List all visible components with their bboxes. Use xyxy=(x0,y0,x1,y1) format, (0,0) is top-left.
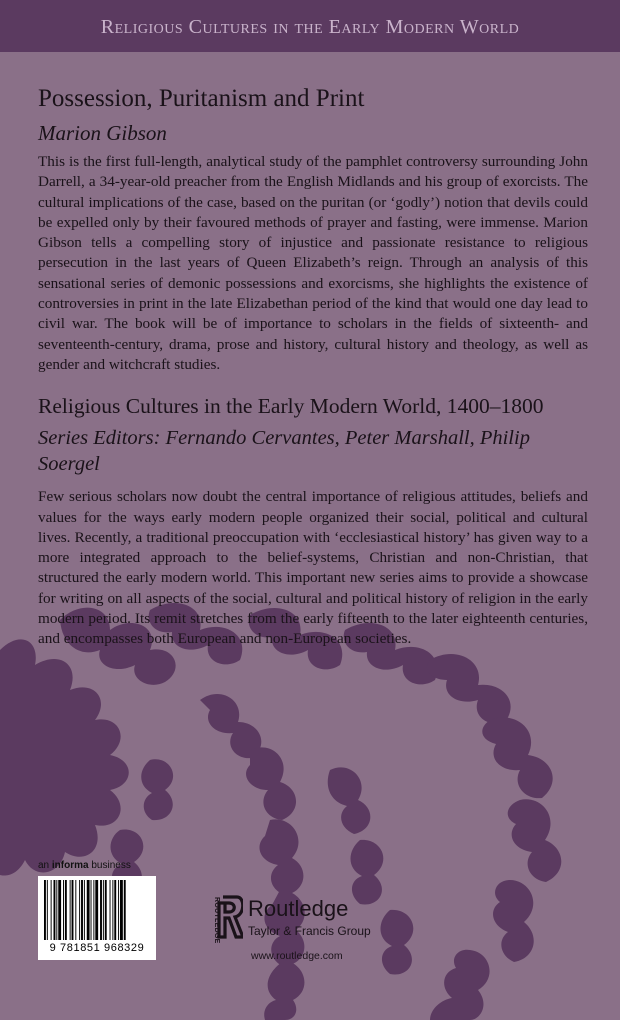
barcode-bar xyxy=(70,880,71,940)
book-title: Possession, Puritanism and Print xyxy=(38,85,365,112)
barcode-bar xyxy=(110,880,111,940)
routledge-vertical-mark: ROUTLEDGE xyxy=(213,897,220,944)
book-description: This is the first full-length, analytical study of the pamphlet controversy surrounding John Darrell, a 34-year-old preacher from the English Midlands and his group of exorcists. The cultural implications of the case, based on the puritan (or ‘godly’) notion that devils could be expelled only by their favoured methods of prayer and fasting, were immense. Marion Gibson tells a compelling story of injustice and passionate resistance to religious persecution in the last years of Queen Elizabeth’s reign. Through an analysis of this sensational series of demonic possessions and exorcisms, she highlights the existence of controversies in print in the late Elizabethan period of the kind that would one day lead to civil war. The book will be of importance to scholars in the fields of sixteenth- and seventeenth-century, drama, prose and history, cultural history and theology, as well as gender and witchcraft studies. xyxy=(38,153,588,373)
barcode-bar xyxy=(114,880,116,940)
barcode-bar xyxy=(84,880,85,940)
barcode-bar xyxy=(79,880,80,940)
barcode-bar xyxy=(72,880,74,940)
barcode-bar xyxy=(118,880,119,940)
barcode-bar xyxy=(95,880,98,940)
barcode-bar xyxy=(58,880,61,940)
barcode-bar xyxy=(81,880,83,940)
barcode-bar xyxy=(103,880,104,940)
publisher-group: Taylor & Francis Group xyxy=(248,924,371,938)
book-author: Marion Gibson xyxy=(38,121,167,145)
barcode-bar xyxy=(91,880,92,940)
publisher-name: Routledge xyxy=(248,896,349,921)
series-banner: Religious Cultures in the Early Modern World xyxy=(0,0,620,52)
barcode-bar xyxy=(100,880,102,940)
barcode-bar xyxy=(120,880,123,940)
barcode-bar xyxy=(51,880,52,940)
informa-business-mark xyxy=(38,860,131,871)
barcode-bar xyxy=(112,880,113,940)
barcode-bar xyxy=(47,880,48,940)
barcode-bar xyxy=(75,880,76,940)
barcode-bar xyxy=(63,880,64,940)
barcode-bar xyxy=(124,880,126,940)
series-description: Few serious scholars now doubt the central importance of religious attitudes, beliefs and values for the ways early modern people organized their social, political and cultural lives. Recently, a traditional preoccupation with ‘ecclesiastical history’ has given way to a more integrated approach to the belief-systems, Christian and non-Christian, that structured the early modern world. This important new series aims to provide a showcase for writing on all aspects of the social, cultural and political history of religion in the early modern period. Its remit stretches from the early fifteenth to the later eighteenth centuries, and encompasses both European and non-European societies. xyxy=(38,488,588,648)
barcode-bar xyxy=(65,880,67,940)
barcode-bars xyxy=(42,880,152,942)
barcode-bar xyxy=(56,880,57,940)
barcode-bar xyxy=(44,880,46,940)
barcode-bar xyxy=(105,880,107,940)
informa-suffix: business xyxy=(91,860,131,871)
series-editors: Series Editors: Fernando Cervantes, Peter Marshall, Philip Soergel xyxy=(38,427,530,476)
series-title: Religious Cultures in the Early Modern World, 1400–1800 xyxy=(38,394,544,419)
main-text-block xyxy=(38,84,588,650)
informa-prefix: an xyxy=(38,860,50,871)
barcode-bar xyxy=(54,880,56,940)
barcode-bar xyxy=(87,880,90,940)
informa-brand: informa xyxy=(51,860,89,871)
publisher-url: www.routledge.com xyxy=(251,950,343,962)
isbn-number: 9 781851 968329 xyxy=(49,942,145,954)
isbn-barcode xyxy=(38,876,156,960)
barcode-bar xyxy=(93,880,94,940)
